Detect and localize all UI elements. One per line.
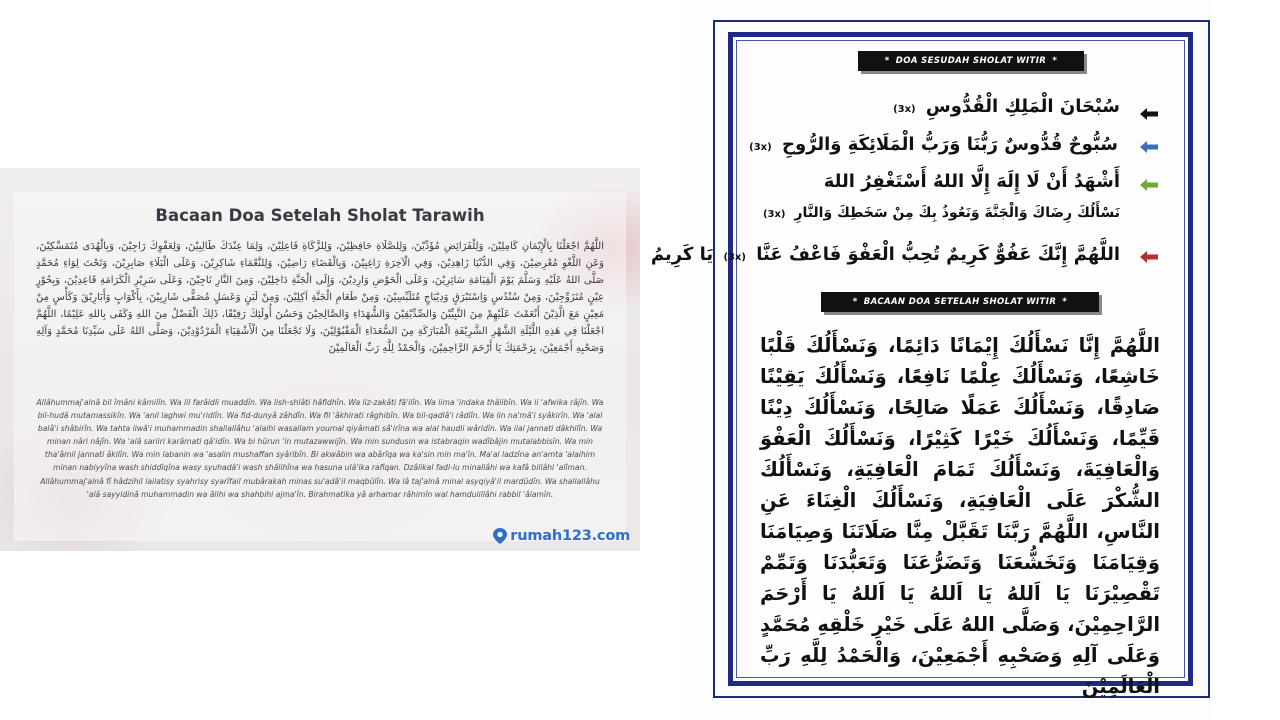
dua-line-1 [889,96,1120,117]
dua-text: يَا كَرِيمُ [650,244,714,265]
repeat-count: (3x) [749,142,772,153]
star-icon: * [884,56,890,66]
banner-bacaan-doa-witir [821,292,1099,312]
dua-text: نَسْأَلُكَ رِضَاكَ وَالْجَنَّةَ وَنَعُوذُ بِكَ مِنْ سَخَطِكَ وَالنَّارِ [794,205,1120,221]
repeat-count: (3x) [723,252,747,263]
witir-dua-text: اللَّهُمَّ إِنَّا نَسْأَلُكَ إِيْمَانًا دَائِمًا، وَنَسْأَلُكَ قَلْبًا خَاشِعًا، وَنَسْأَلُكَ عِلْمًا نَافِعًا، وَنَسْأَلُكَ يَقِيْنًا صَادِقًا، وَنَسْأَلُكَ عَمَلًا صَالِحًا، وَنَسْأَلُكَ دِيْنًا قَيِّمًا، وَنَسْأَلُكَ خَيْرًا كَثِيْرًا، وَنَسْأَلُكَ الْعَفْوَ وَالْعَافِيَةَ، وَنَسْأَلُكَ تَمَامَ الْعَافِيَةِ، وَنَسْأَلُكَ الشُّكْرَ عَلَى الْعَافِيَةِ، وَنَسْأَلُكَ الْغِنَاءَ عَنِ النَّاسِ، اللَّهُمَّ رَبَّنَا تَقَبَّلْ مِنَّا صَلَاتَنَا وَصِيَامَنَا وَقِيَامَنَا وَتَخَشُّعَنَا وَتَضَرُّعَنَا وَتَعَبُّدَنَا وَتَمِّمْ تَقْصِيْرَنَا يَا اَللهُ يَا اَللهُ يَا اَللهُ يَا أَرْحَمَ الرَّاحِمِيْنَ، وَصَلَّى اللهُ عَلَى خَيْرِ خَلْقِهِ مُحَمَّدٍ وَعَلَى آلِهِ وَصَحْبِهِ أَجْمَعِيْنَ، وَالْحَمْدُ لِلَّهِ رَبِّ الْعَالَمِيْنَ [760,334,1160,698]
arrow-left-icon [1140,251,1158,263]
banner-doa-sesudah-witir [858,51,1084,71]
arrow-left-icon [1140,141,1158,153]
tarawih-card [0,168,640,551]
dua-line-3a [824,171,1120,192]
dua-text: اللَّهُمَّ إِنَّكَ عَفُوٌّ كَرِيمٌ تُحِبُّ الْعَفْوَ فَاعْفُ عَنَّا [756,244,1120,265]
brand-logo [493,528,630,544]
tarawih-title: Bacaan Doa Setelah Sholat Tarawih [155,206,485,225]
star-icon: * [852,297,858,307]
arrow-left-icon [1140,108,1158,120]
tarawih-arabic-text: اللَّهُمَّ اجْعَلْنَا بِالْإِيْمَانِ كَامِلِيْنَ، وَلِلْفَرَائِضِ مُؤَدِّيْنَ، وَلِلصَّلَاةِ حَافِظِيْنَ، وَلِلزَّكَاةِ فَاعِلِيْنَ، وَلِمَا عِنْدَكَ طَالِبِيْنَ، وَلِعَفْوِكَ رَاجِيْنَ، وَبِالْهُدَى مُتَمَسِّكِيْنَ، وَعَنِ اللَّغْوِ مُعْرِضِيْنَ، وَفِي الدُّنْيَا زَاهِدِيْنَ، وَفِي الْآخِرَةِ رَاغِبِيْنَ، وَبِالْقَضَاءِ رَاضِيْنَ، وَلِلنَّعْمَاءِ شَاكِرِيْنَ، وَعَلَى الْبَلَاءِ صَابِرِيْنَ، وَتَحْتَ لِوَاءِ مُحَمَّدٍ صَلَّى اللهُ عَلَيْهِ وَسَلَّمَ يَوْمَ الْقِيَامَةِ سَائِرِيْنَ، وَعَلَى الْحَوْضِ وَارِدِيْنَ، وَإِلَى الْجَنَّةِ دَاخِلِيْنَ، وَمِنَ النَّارِ نَاجِيْنَ، وَعَلَى سَرِيْرِ الْكَرَامَةِ قَاعِدِيْنَ، وَبِحُوْرٍ عِيْنٍ مُتَزَوِّجِيْنَ، وَمِنْ سُنْدُسٍ وَاِسْتَبْرَقٍ وَدِيْبَاجٍ مُتَلَبِّسِيْنَ، وَمِنْ طَعَامِ الْجَنَّةِ آكِلِيْنَ، وَمِنْ لَبَنٍ وَعَسَلٍ مُصَفًّى شَارِبِيْنَ، بِأَكْوَابٍ وَأَبَارِيْقَ وَكَأْسٍ مِنْ مَعِيْنٍ مَعَ الَّذِيْنَ أَنْعَمْتَ عَلَيْهِمْ مِنَ النَّبِيِّيْنَ وَالصِّدِّيْقِيْنَ وَالشُّهَدَاءِ وَالصَّالِحِيْنَ وَحَسُنَ أُولَئِكَ رَفِيْقًا، ذَلِكَ الْفَضْلُ مِنَ اللهِ وَكَفَى بِاللهِ عَلِيْمًا، اللَّهُمَّ اجْعَلْنَا فِي هَذِهِ اللَّيْلَةِ الشَّهْرِ الشَّرِيْفَةِ الْمُبَارَكَةِ مِنَ السُّعَدَاءِ الْمَقْبُوْلِيْنَ، وَلَا تَجْعَلْنَا مِنَ الْأَشْقِيَاءِ الْمَرْدُوْدِيْنَ، وَصَلَّى اللهُ عَلَى سَيِّدِنَا مُحَمَّدٍ وَآلِهِ وَصَحْبِهِ أَجْمَعِيْنَ، بِرَحْمَتِكَ يَا أَرْحَمَ الرَّاحِمِيْنَ، وَالْحَمْدُ لِلَّهِ رَبِّ الْعَالَمِيْنَ [36,241,604,354]
dua-text: أَشْهَدُ أَنْ لَا إِلَهَ إِلَّا اللهُ أَسْتَغْفِرُ اللهَ [823,171,1120,192]
repeat-count: (3x) [762,209,786,220]
dua-line-4 [651,244,1120,265]
star-icon: * [1062,297,1068,307]
repeat-count: (3x) [893,104,916,115]
dua-line-2 [745,134,1118,155]
dua-line-3b [759,205,1120,221]
dua-text: سُبْحَانَ الْمَلِكِ الْقُدُّوسِ [925,96,1120,117]
star-icon: * [1052,56,1058,66]
brand-text: rumah123.com [510,528,630,544]
location-pin-icon [493,528,507,544]
banner-label: BACAAN DOA SETELAH SHOLAT WITIR [863,297,1057,307]
tarawih-latin-text: Allâhummaj'alnâ bil îmâni kâmilîn. Wa lil farâidli muaddîn. Wa lish-shlâti hâfidhîn. Wa liz-zakâti fâ'ilîn. Wa lima 'indaka thâlibîn. Wa li 'afwika râjîn. Wa bil-hudâ mutamassikîn. Wa 'anil laghwi mu'ridlîn. Wa fid-dunyâ zâhdîn. Wa fil 'âkhirati râghibîn. Wa bil-qadlâ'i râdlîn. Wa lin na'mâ'i syâkirîn. Wa 'alal balâ'i shâbirîn. Wa tahta liwâ'i muhammadin shallallâhu 'alaihi wasallam youmal qiyâmati sâ'irîna wa alal haudli wâridîn. Wa ilal jannati dâkhilîn. Wa minan nâri nâjîn. Wa 'alâ sariiri karâmati qâ'idîn. Wa bi hûrun 'in mutazawwijîn. Wa min sundusin wa istabraqin wadîbâjin mutalabbisîn. Wa min tha'âmil jannati âkilîn. Wa min labanin wa 'asalin mushaffan syâribîn. Bi akwâbin wa abârîqa wa ka'sin min ma'în. Ma'al ladzîna an'amta 'alaihim minan nabiyyîna wash shiddîqîna wasy syuhadâ'i wash shâlihîna wa hasuna ulâ'ika rafîqan. Dzâlikal fadl-lu minallâhi wa kafâ billâhi 'alîman. Allâhummaj'alnâ fî hâdzihil lailatisy syahrisy syarîfail mubârakah minas su'adâ'il maqbûlîn. Wa lâ taj'alnâ minal asyqiyâ'il mardûdîn. Wa shallallâhu 'alâ sayyidinâ muhammadin wa âlihi wa shahbihi ajma'în. Birahmatika yâ arhamar râhimîn wal hamdulillâhi rabbil 'âlamîn. [36,398,604,499]
dua-text: سُبُّوحٌ قُدُّوسٌ رَبُّنَا وَرَبُّ الْمَلَائِكَةِ وَالرُّوحِ [782,134,1118,155]
banner-label: DOA SESUDAH SHOLAT WITIR [895,56,1047,66]
arrow-left-icon [1140,179,1158,191]
